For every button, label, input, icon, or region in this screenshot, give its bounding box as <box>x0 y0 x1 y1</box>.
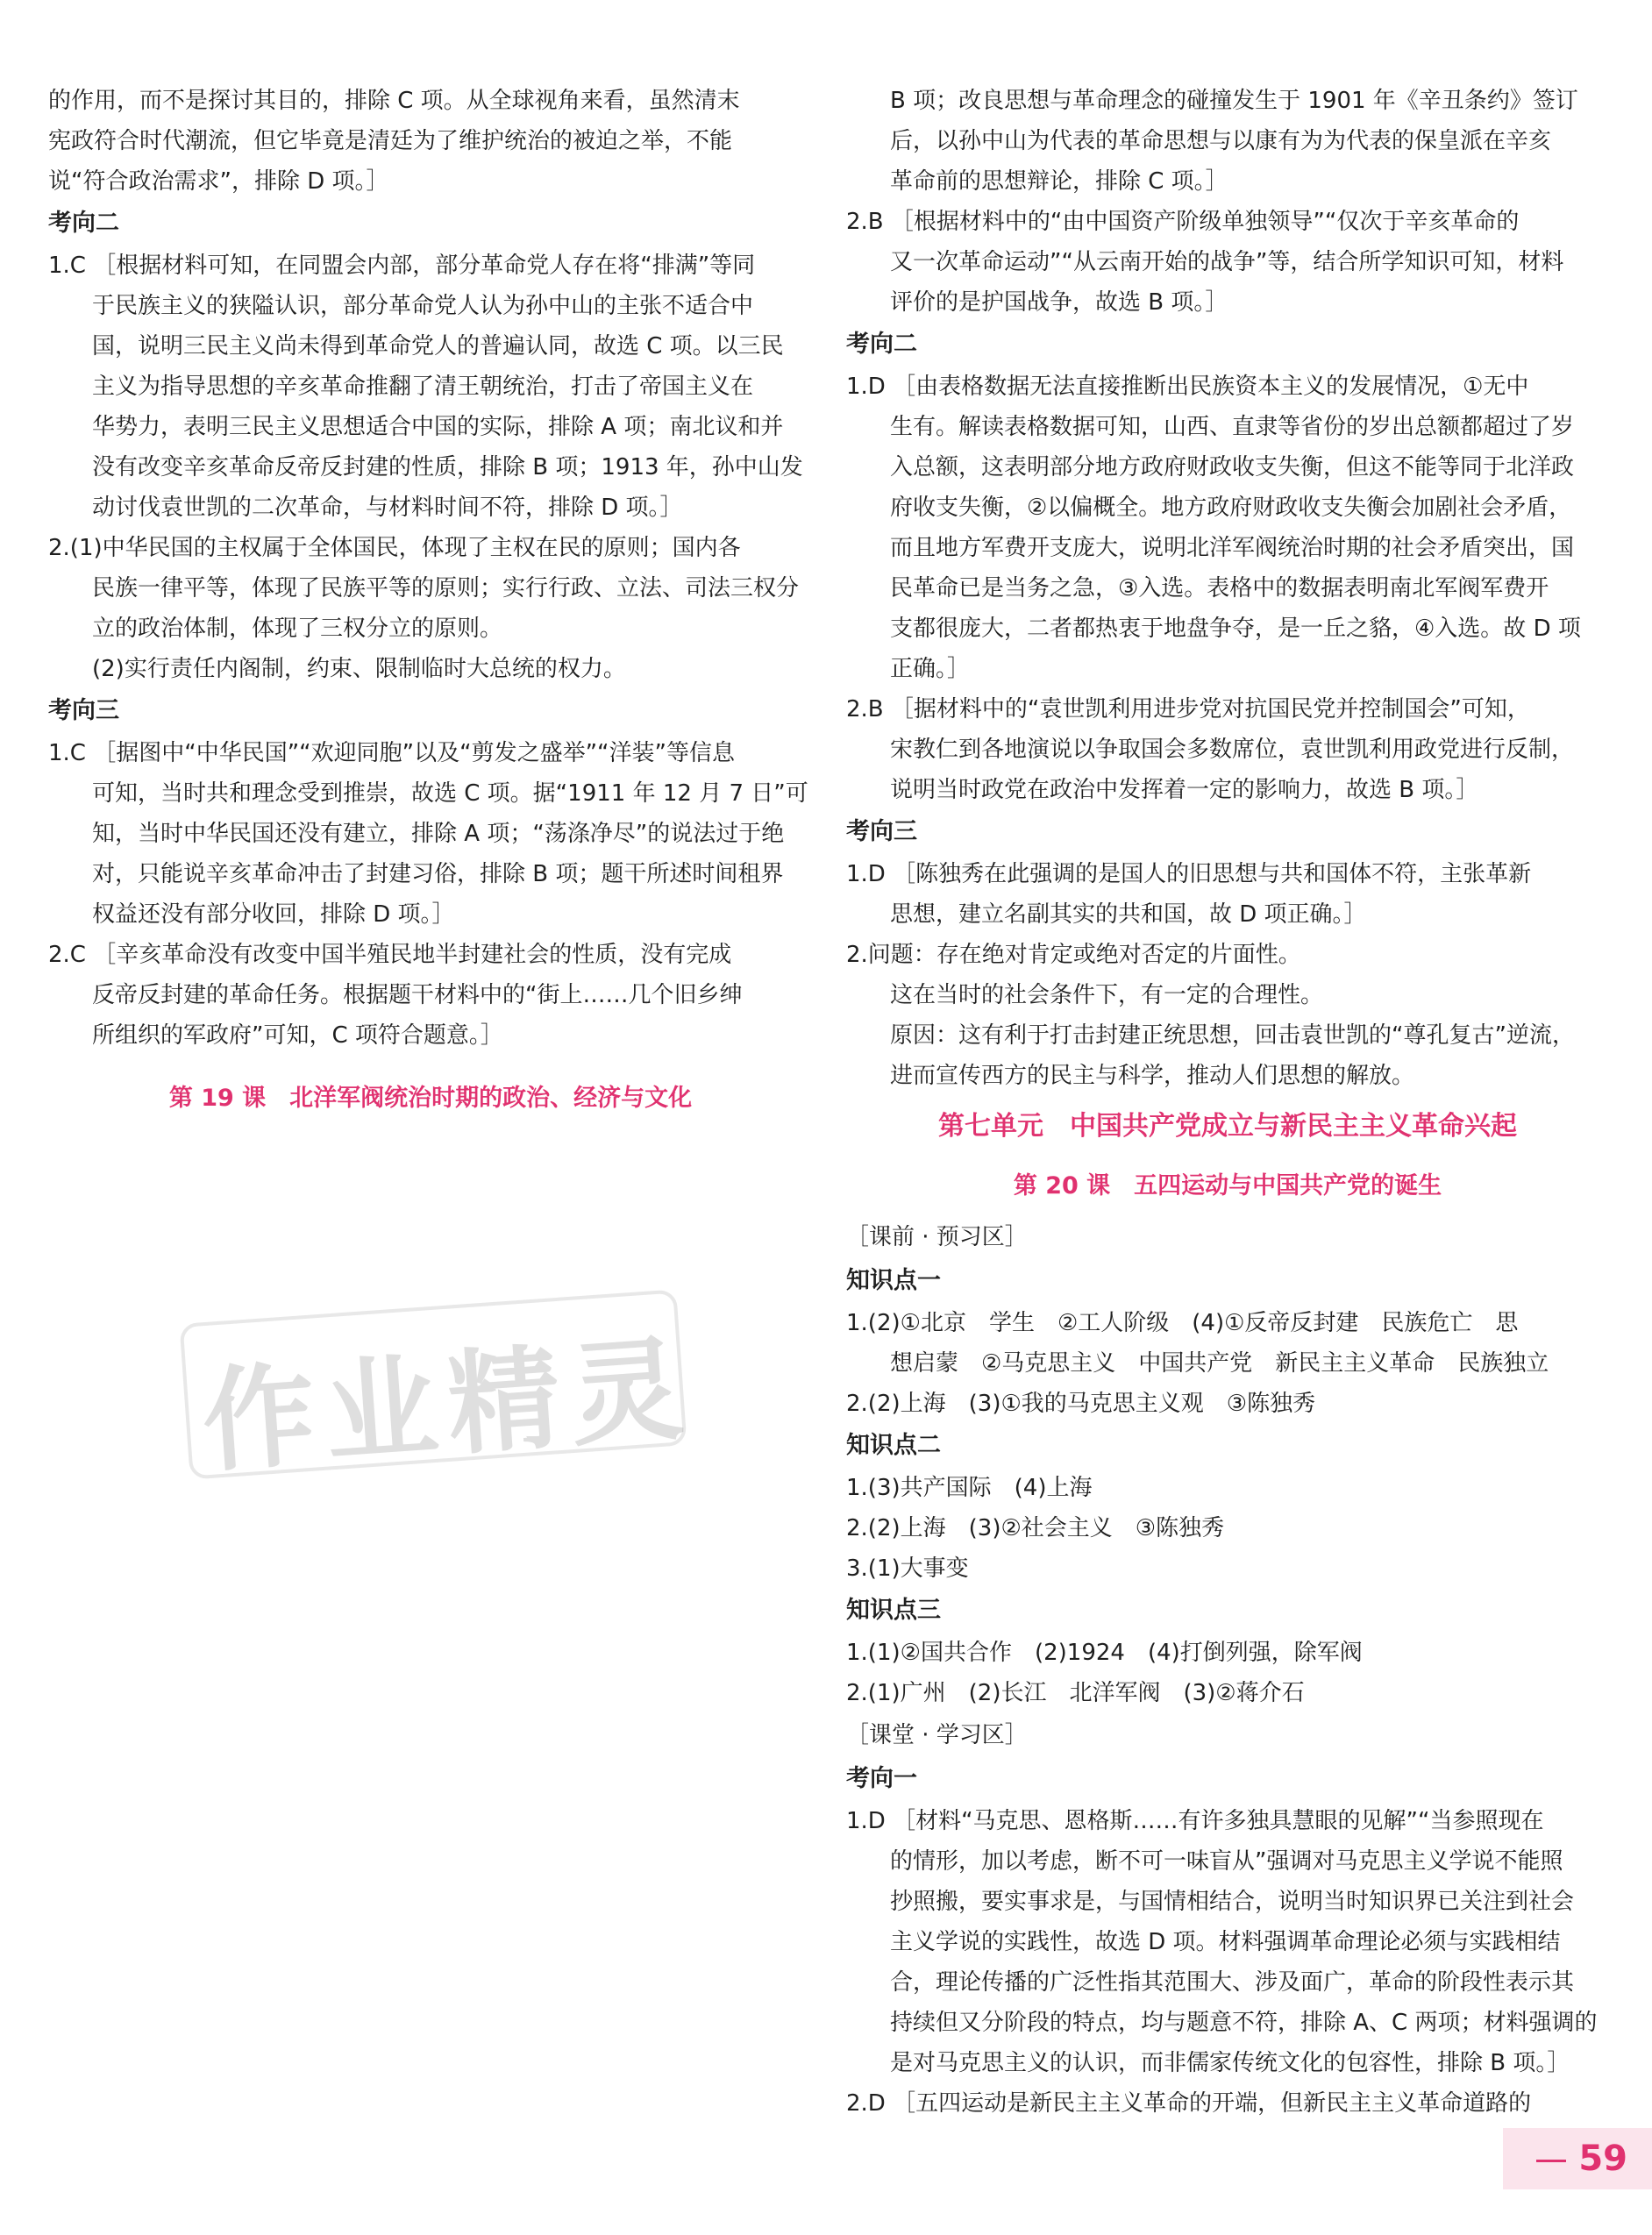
text-line: 民革命已是当务之急，③入选。表格中的数据表明南北军阀军费开 <box>890 575 1549 601</box>
text-line: 权益还没有部分收回，排除 D 项。］ <box>92 901 455 928</box>
text-line: 2.问题：存在绝对肯定或绝对否定的片面性。 <box>846 942 1301 968</box>
knowledge-heading: 知识点二 <box>846 1432 941 1459</box>
text-line: 宪政符合时代潮流，但它毕竟是清廷为了维护统治的被迫之举，不能 <box>48 128 733 154</box>
text-line: 生有。解读表格数据可知，山西、直隶等省份的岁出总额都超过了岁 <box>890 414 1575 440</box>
text-line: 2.B ［据材料中的“袁世凯利用进步党对抗国民党并控制国会”可知， <box>846 696 1530 722</box>
text-line: 是对马克思主义的认识，而非儒家传统文化的包容性，排除 B 项。］ <box>890 2050 1570 2076</box>
text-line: 1.(2)①北京 学生 ②工人阶级 (4)①反帝反封建 民族危亡 思 <box>846 1310 1519 1336</box>
text-line: 思想，建立名副其实的共和国，故 D 项正确。］ <box>890 901 1367 928</box>
section-heading: 考向二 <box>48 210 119 237</box>
section-heading: 考向一 <box>846 1765 917 1792</box>
text-line: 1.C ［根据材料可知，在同盟会内部，部分革命党人存在将“排满”等同 <box>48 253 756 279</box>
answer-block <box>846 1633 1609 1713</box>
text-line: 可知，当时共和理念受到推崇，故选 C 项。据“1911 年 12 月 7 日”可 <box>92 780 808 807</box>
text-line: 持续但又分阶段的特点，均与题意不符，排除 A、C 两项；材料强调的 <box>890 2010 1598 2036</box>
text-line: 1.D ［材料“马克思、恩格斯……有许多独具慧眼的见解”“当参照现在 <box>846 1808 1544 1834</box>
text-line: 说“符合政治需求”，排除 D 项。］ <box>48 168 389 195</box>
text-line: (2)实行责任内阁制，约束、限制临时大总统的权力。 <box>92 656 626 682</box>
answer-block <box>48 81 813 202</box>
text-line: 对，只能说辛亥革命冲击了封建习俗，排除 B 项；题干所述时间租界 <box>92 861 784 887</box>
text-line: 2.B ［根据材料中的“由中国资产阶级单独领导”“仅次于辛亥革命的 <box>846 209 1520 235</box>
watermark: 作业精灵 <box>198 1323 698 1489</box>
text-line: 想启蒙 ②马克思主义 中国共产党 新民主主义革命 民族独立 <box>890 1350 1549 1377</box>
section-heading: 考向三 <box>48 697 119 724</box>
text-line: 原因：这有利于打击封建正统思想，回击袁世凯的“尊孔复古”逆流， <box>890 1022 1575 1049</box>
page-number <box>1503 2128 1652 2189</box>
answer-block <box>846 1303 1609 1424</box>
text-line: 2.(2)上海 (3)②社会主义 ③陈独秀 <box>846 1515 1225 1541</box>
text-line: 进而宣传西方的民主与科学，推动人们思想的解放。 <box>890 1063 1415 1089</box>
section-tag: ［课前 · 预习区］ <box>846 1224 1028 1250</box>
text-line: 1.C ［据图中“中华民国”“欢迎同胞”以及“剪发之盛举”“洋装”等信息 <box>48 740 735 766</box>
text-line: 府收支失衡，②以偏概全。地方政府财政收支失衡会加剧社会矛盾， <box>890 495 1572 521</box>
answer-block <box>48 733 813 935</box>
text-line: 入总额，这表明部分地方政府财政收支失衡，但这不能等同于北洋政 <box>890 454 1575 480</box>
text-line: 民族一律平等，体现了民族平等的原则；实行行政、立法、司法三权分 <box>92 575 800 601</box>
right-column <box>846 81 1609 2124</box>
answer-block <box>846 1801 1609 2083</box>
unit-title: 第七单元 中国共产党成立与新民主主义革命兴起 <box>938 1111 1517 1142</box>
text-line: 后，以孙中山为代表的革命思想与以康有为为代表的保皇派在辛亥 <box>890 128 1552 154</box>
text-line: 华势力，表明三民主义思想适合中国的实际，排除 A 项；南北议和并 <box>92 414 784 440</box>
answer-block <box>48 246 813 528</box>
text-line: 1.(1)②国共合作 (2)1924 (4)打倒列强，除军阀 <box>846 1640 1363 1666</box>
knowledge-heading: 知识点三 <box>846 1597 941 1624</box>
text-line: 抄照搬，要实事求是，与国情相结合，说明当时知识界已关注到社会 <box>890 1889 1575 1915</box>
text-line: 动讨伐袁世凯的二次革命，与材料时间不符，排除 D 项。］ <box>92 495 683 521</box>
text-line: 2.C ［辛亥革命没有改变中国半殖民地半封建社会的性质，没有完成 <box>48 942 732 968</box>
text-line: 反帝反封建的革命任务。根据题干材料中的“街上……几个旧乡绅 <box>92 982 743 1008</box>
answer-block <box>846 689 1609 810</box>
answer-block <box>846 854 1609 935</box>
section-heading: 考向二 <box>846 331 917 358</box>
text-line: 评价的是护国战争，故选 B 项。］ <box>890 289 1228 316</box>
text-line: 而且地方军费开支庞大，说明北洋军阀统治时期的社会矛盾突出，国 <box>890 535 1575 561</box>
text-line: 1.D ［陈独秀在此强调的是国人的旧思想与共和国体不符，主张革新 <box>846 861 1532 887</box>
knowledge-heading: 知识点一 <box>846 1267 941 1294</box>
page-number-text: 59 <box>1578 2139 1627 2179</box>
text-line: 正确。］ <box>890 656 971 682</box>
text-line: B 项；改良思想与革命理念的碰撞发生于 1901 年《辛丑条约》签订 <box>890 88 1578 114</box>
answer-block <box>846 202 1609 323</box>
answer-block <box>846 367 1609 689</box>
text-line: 革命前的思想辩论，排除 C 项。］ <box>890 168 1228 195</box>
text-line: 主义学说的实践性，故选 D 项。材料强调革命理论必须与实践相结 <box>890 1929 1561 1955</box>
text-line: 又一次革命运动”“从云南开始的战争”等，结合所学知识可知，材料 <box>890 249 1564 275</box>
answer-block <box>846 81 1609 202</box>
text-line: 于民族主义的狭隘认识，部分革命党人认为孙中山的主张不适合中 <box>92 293 754 319</box>
page-number-dash <box>1536 2160 1566 2162</box>
text-line: 知，当时中华民国还没有建立，排除 A 项；“荡涤净尽”的说法过于绝 <box>92 821 785 847</box>
answer-block <box>846 935 1609 1096</box>
text-line: 2.(1)广州 (2)长江 北洋军阀 (3)②蒋介石 <box>846 1680 1305 1706</box>
answer-block <box>846 2083 1609 2124</box>
answer-block <box>846 1468 1609 1589</box>
text-line: 这在当时的社会条件下，有一定的合理性。 <box>890 982 1324 1008</box>
text-line: 2.D ［五四运动是新民主主义革命的开端，但新民主主义革命道路的 <box>846 2090 1532 2117</box>
text-line: 1.(3)共产国际 (4)上海 <box>846 1475 1093 1501</box>
text-line: 2.(2)上海 (3)①我的马克思主义观 ③陈独秀 <box>846 1391 1316 1417</box>
text-line: 主义为指导思想的辛亥革命推翻了清王朝统治，打击了帝国主义在 <box>92 374 754 400</box>
text-line: 的情形，加以考虑，断不可一味盲从”强调对马克思主义学说不能照 <box>890 1848 1563 1875</box>
text-line: 3.(1)大事变 <box>846 1555 969 1582</box>
lesson-title: 第 19 课 北洋军阀统治时期的政治、经济与文化 <box>168 1085 693 1112</box>
text-line: 支都很庞大，二者都热衷于地盘争夺，是一丘之貉，④入选。故 D 项 <box>890 616 1581 642</box>
text-line: 立的政治体制，体现了三权分立的原则。 <box>92 616 503 642</box>
text-line: 国，说明三民主义尚未得到革命党人的普遍认同，故选 C 项。以三民 <box>92 333 784 359</box>
text-line: 说明当时政党在政治中发挥着一定的影响力，故选 B 项。］ <box>890 777 1479 803</box>
text-line: 没有改变辛亥革命反帝反封建的性质，排除 B 项；1913 年，孙中山发 <box>92 454 803 480</box>
text-line: 1.D ［由表格数据无法直接推断出民族资本主义的发展情况，①无中 <box>846 374 1529 400</box>
text-line: 合，理论传播的广泛性指其范围大、涉及面广，革命的阶段性表示其 <box>890 1969 1575 1996</box>
answer-block <box>48 935 813 1056</box>
text-line: 的作用，而不是探讨其目的，排除 C 项。从全球视角来看，虽然清末 <box>48 88 740 114</box>
left-column <box>48 81 813 1128</box>
section-heading: 考向三 <box>846 818 917 845</box>
section-tag: ［课堂 · 学习区］ <box>846 1722 1028 1748</box>
spacer <box>48 1056 813 1070</box>
text-line: 宋教仁到各地演说以争取国会多数席位，袁世凯利用政党进行反制， <box>890 737 1575 763</box>
text-line: 2.(1)中华民国的主权属于全体国民，体现了主权在民的原则；国内各 <box>48 535 741 561</box>
text-line: 所组织的军政府”可知，C 项符合题意。］ <box>92 1022 503 1049</box>
lesson-title: 第 20 课 五四运动与中国共产党的诞生 <box>1013 1172 1442 1199</box>
answer-block <box>48 528 813 689</box>
